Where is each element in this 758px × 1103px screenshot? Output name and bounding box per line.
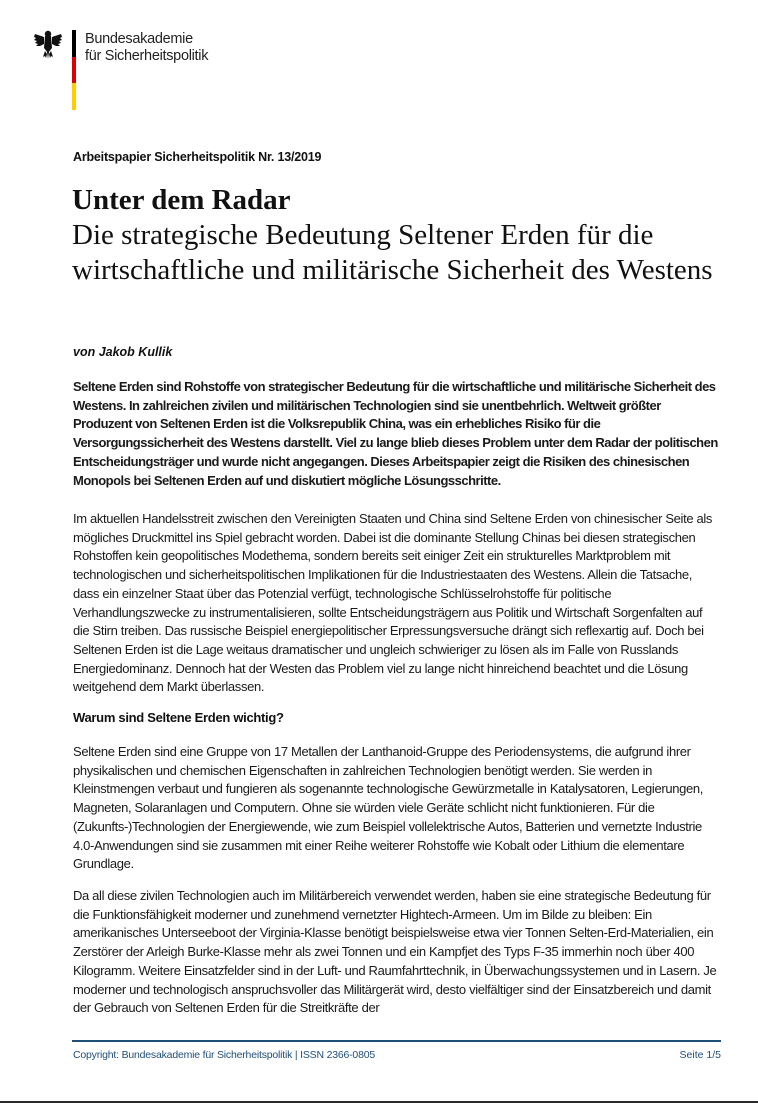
flag-stripe-gold — [72, 83, 76, 110]
footer-copyright: Copyright: Bundesakademie für Sicherheitspolitik | ISSN 2366-0805 — [73, 1049, 375, 1061]
section-heading: Warum sind Seltene Erden wichtig? — [73, 710, 284, 725]
abstract-paragraph: Seltene Erden sind Rohstoffe von strategischer Bedeutung für die wirtschaftliche und militärische Sicherheit des Westens. In zahlreichen zivilen und militärischen Technologien sind sie unentbehrlich. Weltweit größter Produzent von Seltenen Erden ist die Volksrepublik China, was ein erhebliches Risiko für die Versorgungssicherheit des Westens darstellt. Viel zu lange blieb dieses Problem unter dem Radar der politischen Entscheidungsträger und wurde nicht angegangen. Dieses Arbeitspapier zeigt die Risiken des chinesischen Monopols bei Seltenen Erden auf und diskutiert mögliche Lösungsschritte. — [73, 379, 718, 488]
footer-divider — [72, 1040, 721, 1042]
flag-stripe — [72, 30, 76, 110]
footer-page-number: Seite 1/5 — [679, 1049, 721, 1061]
series-label: Arbeitspapier Sicherheitspolitik Nr. 13/2019 — [73, 150, 322, 164]
body-paragraph-1: Im aktuellen Handelsstreit zwischen den Vereinigten Staaten und China sind Seltene Erden von chinesischer Seite als mögliches Druckmittel ins Spiel gebracht worden. Dabei ist die dominante Stellung Chinas bei diesen strategischen Rohstoffen kein geopolitisches Modethema, sondern bereits seit einiger Zeit ein strukturelles Marktproblem mit technologischen und sicherheitspolitischen Implikationen für die Industriestaaten des Westens. Allein die Tatsache, dass ein einzelner Staat über das Potenzial verfügt, technologische Schlüsselrohstoffe für politische Verhandlungszwecke zu instrumentalisieren, sollte Entscheidungsträgern aus Politik und Wirtschaft Sorgenfalten auf die Stirn treiben. Das russische Beispiel energiepolitischer Erpressungsversuche drängt sich reflexartig auf. Doch bei Seltenen Erden ist die Lage weitaus dramatischer und ungleich schwieriger zu lösen als im Falle von Russlands Energiedominanz. Dennoch hat der Westen das Problem viel zu lange nicht hinreichend beachtet und die Lösung weitgehend dem Markt überlassen. — [73, 511, 713, 695]
federal-eagle-icon — [33, 28, 63, 60]
flag-stripe-red — [72, 57, 76, 84]
organization-logo-text — [85, 31, 208, 65]
body-paragraph-2: Seltene Erden sind eine Gruppe von 17 Metallen der Lanthanoid-Gruppe des Periodensystems, die aufgrund ihrer physikalischen und chemischen Eigenschaften in zahlreichen Technologien benötigt werden. Sie werden in Kleinstmengen verbaut und fungieren als sogenannte technologische Gewürzmetalle in Katalysatoren, Legierungen, Magneten, Solaranlagen und Computern. Ohne sie würden viele Geräte schlicht nicht funktionieren. Für die (Zukunfts-)Technologien der Energiewende, wie zum Beispiel vollelektrische Autos, Batterien und vernetzte Industrie 4.0-Anwendungen sind sie zusammen mit einer Reihe weiterer Rohstoffe wie Kobalt oder Lithium die elementare Grundlage. — [73, 744, 703, 872]
flag-stripe-black — [72, 30, 76, 57]
author-line: von Jakob Kullik — [73, 345, 173, 359]
body-paragraph-3: Da all diese zivilen Technologien auch im Militärbereich verwendet werden, haben sie eine strategische Bedeutung für die Funktionsfähigkeit moderner und zunehmend vernetzter Hightech-Armeen. Um im Bilde zu bleiben: Ein amerikanisches Unterseeboot der Virginia-Klasse benötigt beispielsweise etwa vier Tonnen Selten-Erd-Materialien, ein Zerstörer der Arleigh Burke-Klasse mehr als zwei Tonnen und ein Kampfjet des Typs F-35 immerhin noch über 400 Kilogramm. Weitere Einsatzfelder sind in der Luft- und Raumfahrttechnik, in Überwachungssystemen und in Lasern. Je moderner und technologisch anspruchsvoller das Militärgerät wird, desto vielfältiger sind der Einsatzbereich und damit der Gebrauch von Seltenen Erden für die Streitkräfte der — [73, 888, 717, 1016]
document-title: Unter dem Radar — [72, 184, 291, 216]
document-subtitle: Die strategische Bedeutung Seltener Erden für die wirtschaftliche und militärische Sicherheit des Westens — [72, 219, 713, 286]
org-name-line2: für Sicherheitspolitik — [85, 48, 209, 64]
org-name-line1: Bundesakademie — [85, 31, 193, 47]
